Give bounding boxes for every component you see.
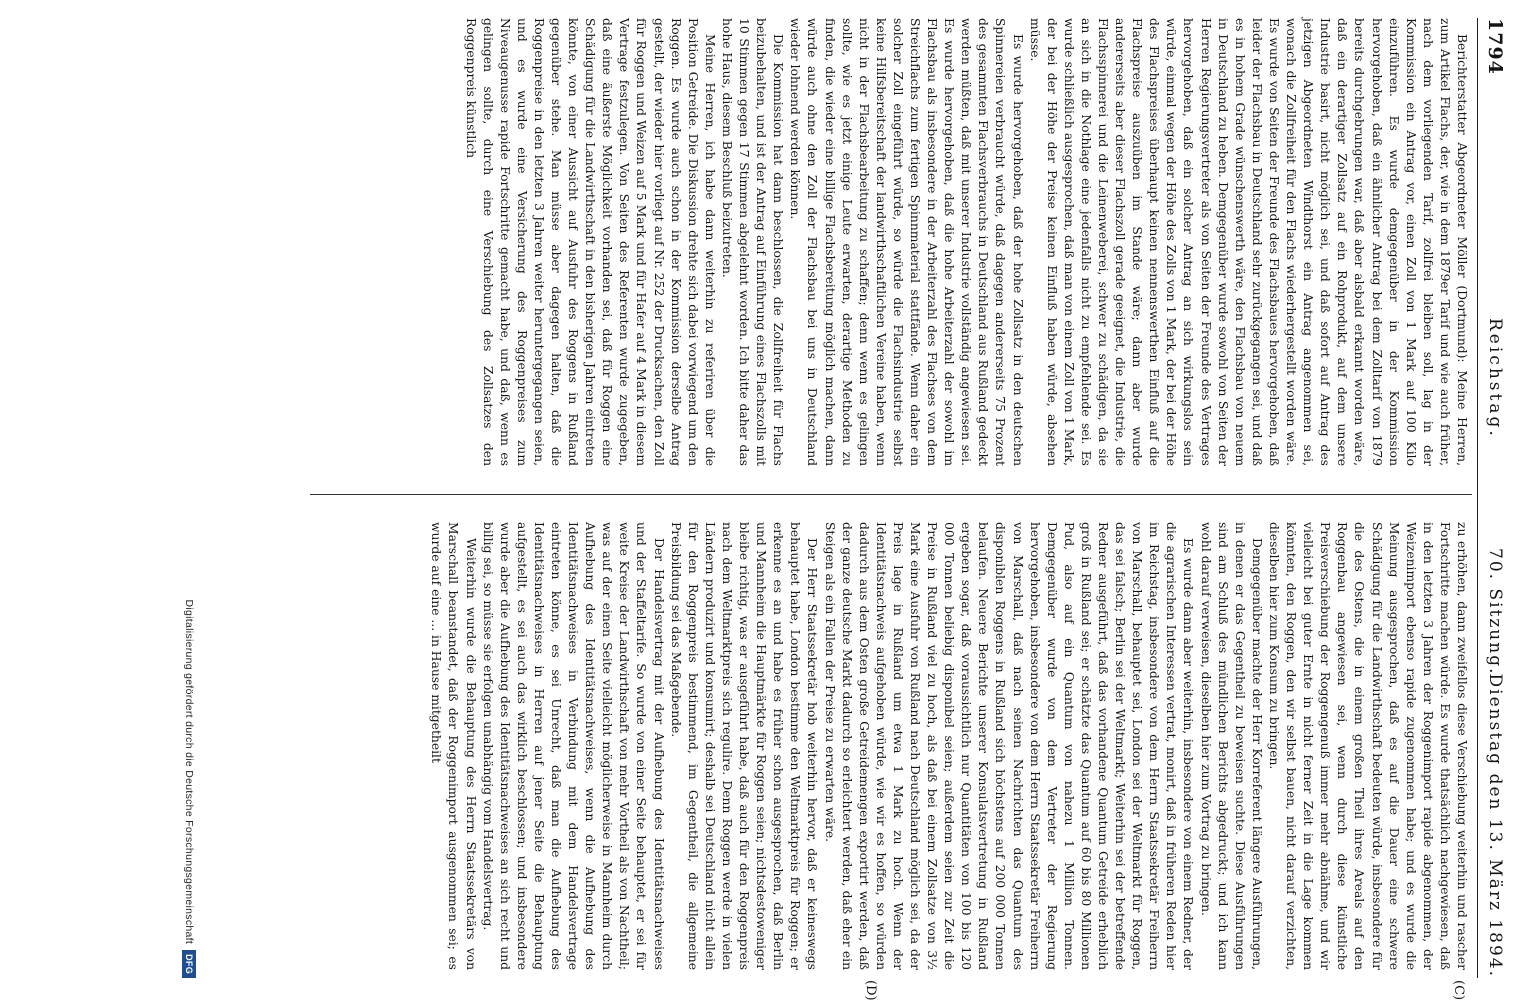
document-page — [178, 18, 1518, 1001]
session-label: 70. Sitzung. — [1485, 548, 1505, 676]
digitization-notice — [182, 18, 196, 978]
page-number: 1794 — [1484, 18, 1506, 75]
page-header — [1482, 18, 1508, 978]
body-name: Reichstag. — [1485, 318, 1505, 439]
right-column — [310, 522, 1470, 970]
margin-marker-d: (D) — [863, 980, 878, 1001]
paragraph: Demgegenüber machte der Herr Korreferent längere Ausführungen, in denen er das Gegentheil zu beweisen suchte. Diese Ausführungen sind am Schluß des mündlichen Berichts abgedruckt; und ich kann wohl darauf verweisen, dieselben hier zum Vortrag zu bringen. — [1198, 522, 1264, 970]
margin-marker-c: (C) — [1451, 980, 1466, 1001]
paragraph: Es wurde hervorgehoben, daß der hohe Zollsatz in den deutschen Spinnereien verbraucht würde, daß dagegen andererseits 75 Prozent des gesammten Flachsverbrauchs in Deutschland aus Rußland gedeckt werden müßten, daß mit unserer Industrie vollständig angewiesen sei. Es wurde hervorgehoben, daß die hohe Arbeiterzahl der sowohl im Flachsbau als insbesondere in der Arbeiterzahl des Flachses von dem Streichflachs zum fertigen Spinnmaterial stattfände. Wenn daher ein solcher Zoll eingeführt würde, so würde die Flachsindustrie selbst keine Hilfsbereitschaft der landwirthschaftlichen Vereine haben, wenn nicht in der Flachsbearbeitung zu schaffen; denn wenn es gelingen sollte, wie es jetzt einige Leute erwarten, derartige Methoden zu finden, die wieder eine billige Flachsbereitung möglich machen, dann würde auch ohne den Zoll der Flachsbau bei uns in Deutschland wieder lohnend werden können. — [788, 18, 1025, 466]
paragraph: Meine Herren, ich habe dann weiterhin zu referiren über die Position Getreide. Die Diskussion drehte sich dabei vorwiegend um den Roggen. Es wurde auch schon in der Kommission derselbe Antrag gestellt, der wieder hier vorliegt auf Nr. 252 der Drucksachen, den Zoll für Roggen und Weizen auf 5 Mark und für Hafer auf 4 Mark in diesem Vertrage festzulegen. Von Seiten des Referenten wurde zugegeben, daß eine äußerste Möglichkeit vorhanden sei, daß für Roggen eine Schädigung für die Landwirthschaft in den bisherigen Jahren eintreten könnte, von einer Aussicht auf Ausfuhr des Roggens in Rußland gegenüber stehe. Man müsse aber dagegen halten, daß die Roggenpreise in den letzten 3 Jahren weiter heruntergegangen seien, und es wurde eine Versicherung des Roggenpreises zum Niveaugenusse rapide Fortschritte gemacht habe, und daß, wenn es gelingen sollte, durch eine Verschiebung des Zollsatzes den Roggenpreis künstlich — [463, 18, 717, 466]
paragraph: Der Herr Staatssekretär hob weiterhin hervor, daß er keineswegs behauptet habe, London bestimme den Weltmarktpreis für Roggen; er erkenne es an und habe es früher schon ausgesprochen, daß Berlin und Mannheim die Hauptmärkte für Roggen seien; nichtsdestoweniger bleibe richtig, was er ausgeführt habe, daß auch für den Roggenpreis nach dem Weltmarktpreis sich regulire. Denn Roggen werde in vielen Ländern produzirt und konsumirt; deshalb sei Deutschland nicht allein für den Roggenpreis bestimmend, im Gegentheil, die allgemeine Preisbildung sei das Maßgebende. — [668, 522, 820, 970]
header-rule — [1477, 18, 1478, 978]
digitization-text: Digitalisierung gefördert durch die Deutsche Forschungsgemeinschaft — [183, 599, 196, 945]
session-date: Dienstag den 13. März 1894. — [1485, 673, 1505, 978]
paragraph: zu erhöhen, dann zweifellos diese Verschiebung weiterhin und rascher Fortschritte machen würde. Es wurde thatsächlich nachgewiesen, daß in den letzten 3 Jahren der Roggenimport rapide abgenommen, der Weizenimport ebenso rapide zugenommen habe; und es wurde die Meinung ausgesprochen, daß es auf die Dauer eine schwere Schädigung für die Landwirthschaft bedeuten würde, insbesondere für die des Ostens, die in einem großen Theil ihres Areals auf den Roggenbau angewiesen sei, wenn durch diese künstliche Preisverschiebung der Roggengenuß immer mehr abnähme, und wir vielleicht bei guter Ernte in nicht ferner Zeit in die Lage kommen könnten, den Roggen, den wir selbst bauen, nicht darauf verzichten, dieselben hier zum Konsum zu bringen. — [1266, 522, 1469, 970]
paragraph: Es wurde dann aber weiterhin, insbesondere von einem Redner, der die agrarischen Interessen vertrat, monirt, daß in früheren Reden hier im Reichstag, insbesondere von dem Herrn Staatssekretär Freiherrn von Marschall, behauptet sei, London sei der Weltmarkt für Roggen, das sei falsch; Berlin sei der Weltmarkt; Weiterhin sei der betreffende Redner ausgeführt, daß das vorhandene Quantum Getreide erheblich groß in Rußland sei; er schätzte das Quantum auf 60 bis 80 Millionen Pud, also auf ein Quantum von nahezu 1 Million Tonnen. Demgegenüber wurde von dem Vertreter der Regierung hervorgehoben, insbesondere von dem Herrn Staatssekretär Freiherrn von Marschall, daß nach seinen Nachrichten das Quantum des disponiblen Roggens in Rußland sich höchstens auf 200 000 Tonnen belaufen. Neuere Berichte unserer Konsulatsvertretung in Rußland ergeben sogar, daß voraussichtlich nur Quantitäten von 100 bis 120 000 Tonnen beliebig disponibel seien; außerdem seien zur Zeit die Preise in Rußland viel zu hoch, als daß bei einem Zollsatze von 3½ Mark eine Ausfuhr von Rußland nach Deutschland möglich sei, da der Preis lage in Rußland um etwa 1 Mark zu hoch. Wenn der Identitätsnachweis aufgehoben würde, wie wir es hoffen, so würden dadurch aus dem Osten große Getreidemengen exportirt werden, daß der ganze deutsche Markt dadurch so erleichtert werden, daß eher ein Steigen als ein Fallen der Preise zu erwarten wäre. — [822, 522, 1196, 970]
paragraph: Der Handelsvertrag mit der Aufhebung des Identitätsnachweises und der Staffeltarife. So wurde von einer Seite behauptet, er sei für weite Kreise der Landwirthschaft von mehr Vortheil als von Nachtheil; was auf der einen Seite vielleicht möglicherweise in Mannheim durch Aufhebung des Identitätsnachweises, wenn die Aufhebung des Identitätsnachweises in Verbindung mit dem Handelsvertrage eintreten könne, es sei Unrecht, daß man die Aufhebung des Identitätsnachweises in Herren auf jener Seite die Behauptung aufgestellt, es sei auch das wirklich beschlossen; und insbesondere wurde aber die Aufhebung des Identitätsnachweises an sich recht und billig sei, so müsse sie erfolgen unabhängig vom Handelsvertrag. — [480, 522, 666, 970]
dfg-logo: DFG — [182, 950, 196, 978]
column-divider — [310, 494, 1472, 495]
paragraph: Weiterhin wurde die Behauptung des Herrn Staatssekretärs von Marschall beanstandet, daß der Roggenimport ausgenommen sei; es wurde auf eine ... in Hause mitgetheilt — [429, 522, 478, 970]
left-column — [310, 18, 1470, 466]
paragraph: Berichterstatter Abgeordneter Möller (Dortmund): Meine Herren, zum Artikel Flachs, der, wie in dem 1879er Tarif und wie auch früher, nach dem vorliegenden Tarif, zollfrei bleiben soll, lag in der Kommission ein Antrag vor, einen Zoll von 1 Mark auf 100 Kilo einzuführen. Es wurde demgegenüber in der Kommission hervorgehoben, daß ein ähnlicher Antrag bei dem Zolltarif von 1879 bereits durchgebrungen war, daß aber alsbald erkannt worden wäre, daß ein derartiger Zollsatz auf ein Rohprodukt, auf dem unsere Industrie basirt, nicht möglich sei, und daß sofort auf Antrag des jetzigen Abgeordneten Windthorst ein Antrag angenommen sei, wonach die Zollfreiheit für den Flachs wiederhergestellt worden wäre. Es wurde von Seiten der Freunde des Flachsbaues hervorgehoben, daß leider der Flachsbau in Deutschland sehr zurückgegangen sei, und daß es in hohem Grade wünschenswerth wäre, den Flachsbau von neuem in Deutschland zu heben. Demgegenüber wurde sowohl von Seiten der Herren Regierungsvertreter als von Seiten der Freunde des Vertrages hervorgehoben, daß ein solcher Antrag an sich wirkungslos sein würde, einmal wegen der Höhe des Zolls von 1 Mark, der bei der Höhe des Flachspreises überhaupt keinen nennenswerthen Einfluß auf die Flachspreise auszuüben im Stande wäre; dann aber wurde andererseits aber dieser Flachszoll gerade geeignet, die Industrie, die Flachsspinnerei und die Leinenweberei, schwer zu schädigen, da sie an sich in die Nothlage eine jedenfalls nicht zu empfehlende sei. Es wurde schließlich ausgesprochen, daß man von einem Zoll von 1 Mark, der bei der Höhe der Preise keinen Einfluß haben würde, absehen müsse. — [1027, 18, 1469, 466]
paragraph: Die Kommission hat dann beschlossen, die Zollfreiheit für Flachs beizubehalten, und ist der Antrag auf Einführung eines Flachszolls mit 10 Stimmen gegen 17 Stimmen abgelehnt worden. Ich bitte daher das hohe Haus, diesem Beschluß beizutreten. — [719, 18, 786, 466]
